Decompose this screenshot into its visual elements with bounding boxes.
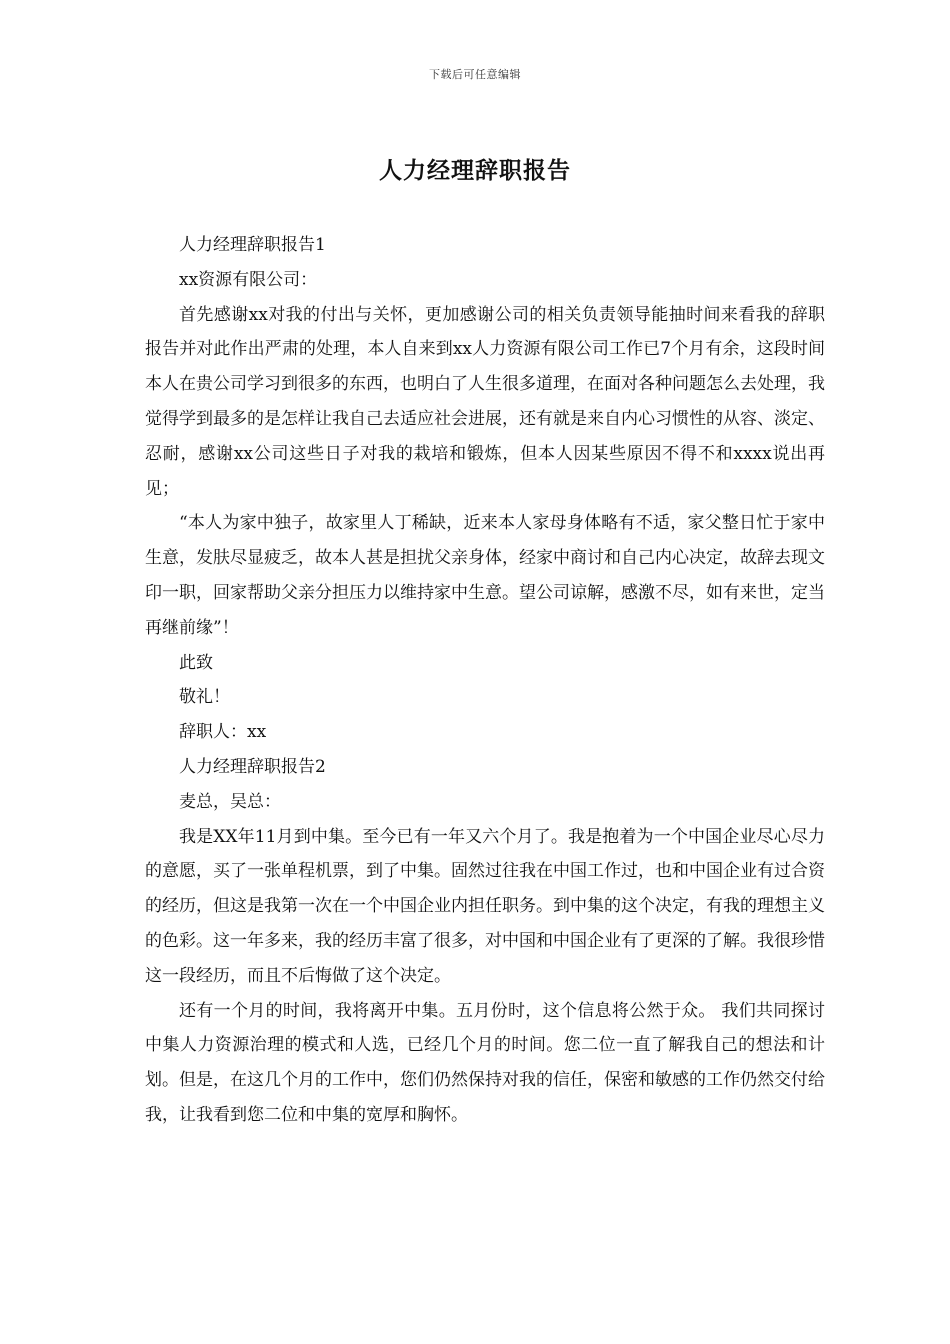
- document-title: 人力经理辞职报告: [379, 157, 571, 184]
- signature-line: 辞职人：xx: [179, 722, 267, 743]
- body-paragraph: 还有一个月的时间，我将离开中集。五月份时，这个信息将公然于众。 我们共同探讨中集人力资源治理的模式和人选，已经几个月的时间。您二位一直了解我自己的想法和计划。但是，在这几个月的工作中，您们仍然保持对我的信任，保密和敏感的工作仍然交付给我，让我看到您二位和中集的宽厚和胸怀。: [145, 1000, 825, 1125]
- body-paragraph: 我是XX年11月到中集。至今已有一年又六个月了。我是抱着为一个中国企业尽心尽力的意愿，买了一张单程机票，到了中集。固然过往我在中国工作过，也和中国企业有过合资的经历，但这是我第一次在一个中国企业内担任职务。到中集的这个决定，有我的理想主义的色彩。这一年多来，我的经历丰富了很多，对中国和中国企业有了更深的了解。我很珍惜这一段经历，而且不后悔做了这个决定。: [145, 826, 825, 986]
- body-paragraph: 首先感谢xx对我的付出与关怀，更加感谢公司的相关负责领导能抽时间来看我的辞职报告并对此作出严肃的处理，本人自来到xx人力资源有限公司工作已7个月有余，这段时间本人在贵公司学习到很多的东西，也明白了人生很多道理，在面对各种问题怎么去处理，我觉得学到最多的是怎样让我自己去适应社会进展，还有就是来自内心习惯性的从容、淡定、忍耐，感谢xx公司这些日子对我的栽培和锻炼，但本人因某些原因不得不和xxxx说出再见；: [145, 304, 825, 499]
- document-body: [145, 228, 825, 1133]
- header-note: 下载后可任意编辑: [429, 68, 521, 81]
- salutation-2: 麦总，吴总：: [179, 791, 281, 812]
- salutation-1: xx资源有限公司：: [179, 269, 318, 290]
- heading-report-1: 人力经理辞职报告1: [179, 235, 326, 255]
- closing-line: 此致: [179, 652, 213, 673]
- body-paragraph: “本人为家中独子，故家里人丁稀缺，近来本人家母身体略有不适，家父整日忙于家中生意，发肤尽显疲乏，故本人甚是担扰父亲身体，经家中商讨和自己内心决定，故辞去现文印一职，回家帮助父亲分担压力以维持家中生意。望公司谅解，感激不尽，如有来世，定当再继前缘”！: [145, 513, 825, 638]
- closing-line: 敬礼！: [179, 687, 230, 708]
- heading-report-2: 人力经理辞职报告2: [179, 756, 326, 777]
